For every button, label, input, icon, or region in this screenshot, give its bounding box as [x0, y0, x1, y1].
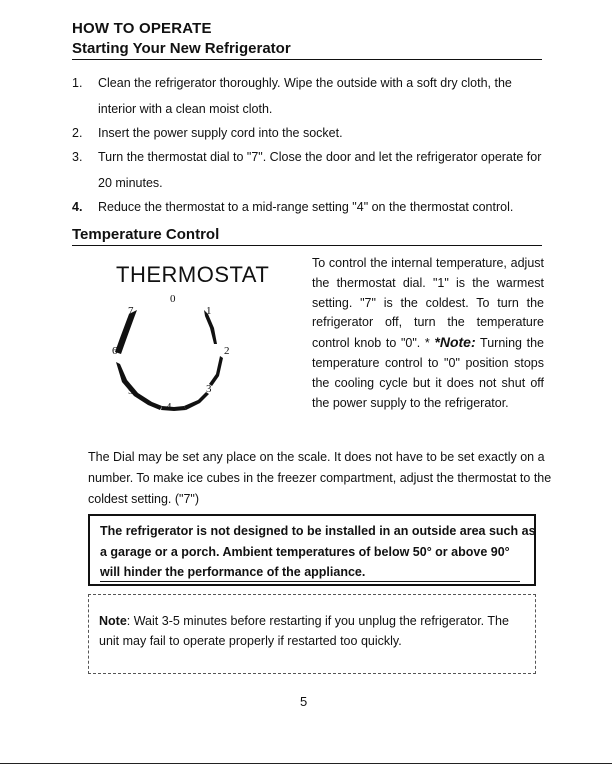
dial-number: 6: [112, 345, 118, 357]
note-box-text: : Wait 3-5 minutes before restarting if you unplug the refrigerator. The unit may fail to operate properly if restarted too quickly.: [99, 614, 509, 648]
bottom-rule: [0, 763, 612, 764]
section-title: HOW TO OPERATE: [72, 20, 212, 37]
step-item: [72, 194, 542, 220]
note-box: [88, 594, 536, 674]
dial-number: 4: [166, 401, 172, 413]
dial-number: 7: [128, 305, 134, 317]
dial-number: 5: [128, 385, 134, 397]
note-box-label: Note: [99, 614, 127, 628]
step-text: Insert the power supply cord into the socket.: [98, 126, 343, 140]
step-text: Clean the refrigerator thoroughly. Wipe the outside with a soft dry cloth, the interior with a clean moist cloth.: [98, 76, 512, 116]
step-number: 3.: [72, 150, 83, 164]
step-item: [72, 144, 542, 196]
step-item: [72, 120, 542, 146]
dial-number: 1: [206, 305, 212, 317]
step-number: 4.: [72, 200, 83, 214]
temperature-description: [312, 254, 544, 413]
dial-number: 2: [224, 345, 230, 357]
note-label: *Note:: [434, 334, 476, 351]
warning-line: a garage or a porch. Ambient temperatures of below 50° or above 90°: [100, 544, 510, 559]
step-number: 1.: [72, 76, 83, 90]
thermostat-dial: [100, 288, 250, 418]
warning-line: The refrigerator is not designed to be installed in an outside area such as: [100, 524, 536, 538]
dial-paragraph: The Dial may be set any place on the scale. It does not have to be set exactly on a number. To make ice cubes in the freezer compartment, adjust the thermostat to the coldest setting. ("7"): [88, 450, 552, 506]
warning-line: will hinder the performance of the appliance.: [100, 565, 366, 579]
temperature-control-rule: [72, 245, 542, 246]
step-item: [72, 70, 542, 122]
thermostat-label: THERMOSTAT: [116, 262, 270, 287]
note-text: Turning the temperature control to "0" position stops the cooling cycle but it does not shut off the power supply to the refrigerator.: [312, 336, 544, 410]
subsection-title: Starting Your New Refrigerator: [72, 40, 291, 57]
dial-number: 0: [170, 293, 176, 305]
step-text: Turn the thermostat dial to "7". Close the door and let the refrigerator operate for 20 minutes.: [98, 150, 542, 190]
subsection-rule: [72, 59, 542, 60]
step-text: Reduce the thermostat to a mid-range setting "4" on the thermostat control.: [98, 200, 514, 214]
step-number: 2.: [72, 126, 83, 140]
temperature-control-title: Temperature Control: [72, 226, 220, 243]
temperature-description-text: To control the internal temperature, adjust the thermostat dial. "1" is the warmest setting. "7" is the coldest. To turn the refrigerator off, turn the temperature control knob to "0". *: [312, 256, 544, 351]
warning-underline: [100, 581, 520, 582]
dial-number: 3: [206, 383, 212, 395]
warning-box: [88, 514, 536, 586]
page-number: 5: [300, 694, 308, 709]
